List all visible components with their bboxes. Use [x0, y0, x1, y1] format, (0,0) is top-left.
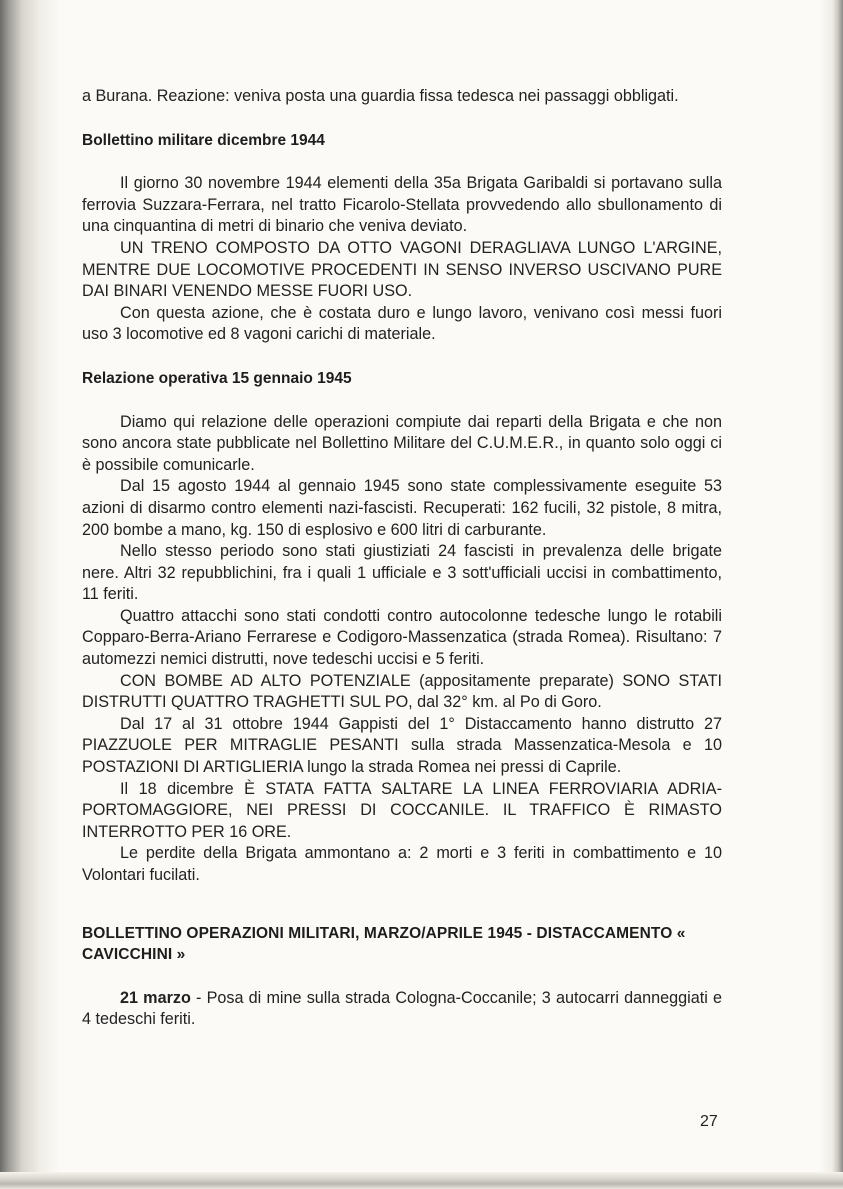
page-content	[82, 86, 722, 1031]
paragraph: Quattro attacchi sono stati condotti contro autocolonne tedesche lungo le rotabili Copparo-Berra-Ariano Ferrarese e Codigoro-Massenzatica (strada Romea). Risultano: 7 automezzi nemici distrutti, nove tedeschi uccisi e 5 feriti.	[82, 606, 722, 669]
paragraph: Dal 15 agosto 1944 al gennaio 1945 sono state complessivamente eseguite 53 azioni di disarmo contro elementi nazi-fascisti. Recuperati: 162 fucili, 32 pistole, 8 mitra, 200 bombe a mano, kg. 150 di esplosivo e 600 litri di carburante.	[82, 477, 722, 539]
paragraph: CON BOMBE AD ALTO POTENZIALE (appositamente preparate) SONO STATI DISTRUTTI QUATTRO TRAGHETTI SUL PO, dal 32° km. al Po di Goro.	[82, 671, 722, 712]
section-heading-relazione-operativa: Relazione operativa 15 gennaio 1945	[82, 369, 352, 387]
paragraph: UN TRENO COMPOSTO DA OTTO VAGONI DERAGLIAVA LUNGO L'ARGINE, MENTRE DUE LOCOMOTIVE PROCEDENTI IN SENSO INVERSO USCIVANO PURE DAI BINARI VENENDO MESSE FUORI USO.	[82, 238, 722, 301]
section-heading-bollettino-dicembre: Bollettino militare dicembre 1944	[82, 131, 325, 149]
paragraph: Il 18 dicembre È STATA FATTA SALTARE LA LINEA FERROVIARIA ADRIA-PORTOMAGGIORE, NEI PRESSI DI COCCANILE. IL TRAFFICO È RIMASTO INTERROTTO PER 16 ORE.	[82, 779, 722, 841]
section-heading-bollettino-operazioni: BOLLETTINO OPERAZIONI MILITARI, MARZO/APRILE 1945 - DISTACCAMENTO « CAVICCHINI »	[82, 924, 686, 964]
paragraph: Nello stesso periodo sono stati giustiziati 24 fascisti in prevalenza delle brigate nere. Altri 32 repubblichini, fra i quali 1 ufficiale e 3 sott'ufficiali uccisi in combattimento, 11 feriti.	[82, 542, 722, 604]
paragraph: Il giorno 30 novembre 1944 elementi della 35a Brigata Garibaldi si portavano sulla ferrovia Suzzara-Ferrara, nel tratto Ficarolo-Stellata provvedendo allo sbullonamento di una cinquantina di metri di binario che veniva deviato.	[82, 174, 722, 236]
entry-text: - Posa di mine sulla strada Cologna-Coccanile; 3 autocarri danneggiati e 4 tedeschi feriti.	[82, 988, 722, 1029]
paragraph: Dal 17 al 31 ottobre 1944 Gappisti del 1° Distaccamento hanno distrutto 27 PIAZZUOLE PER MITRAGLIE PESANTI sulla strada Massenzatica-Mesola e 10 POSTAZIONI DI ARTIGLIERIA lungo la strada Romea nei pressi di Caprile.	[82, 714, 722, 777]
paragraph: Con questa azione, che è costata duro e lungo lavoro, venivano così messi fuori uso 3 locomotive ed 8 vagoni carichi di materiale.	[82, 303, 722, 344]
continuation-text: a Burana. Reazione: veniva posta una guardia fissa tedesca nei passaggi obbligati.	[82, 87, 679, 105]
page-number: 27	[700, 1113, 718, 1130]
paragraph: Le perdite della Brigata ammontano a: 2 morti e 3 feriti in combattimento e 10 Volontari fucilati.	[82, 844, 722, 884]
entry-paragraph	[82, 988, 722, 1031]
entry-date: 21 marzo	[120, 988, 191, 1007]
page-bottom-edge	[0, 1172, 843, 1189]
paragraph: Diamo qui relazione delle operazioni compiute dai reparti della Brigata e che non sono ancora state pubblicate nel Bollettino Militare del C.U.M.E.R., in quanto solo oggi ci è possibile comunicarle.	[82, 412, 722, 474]
